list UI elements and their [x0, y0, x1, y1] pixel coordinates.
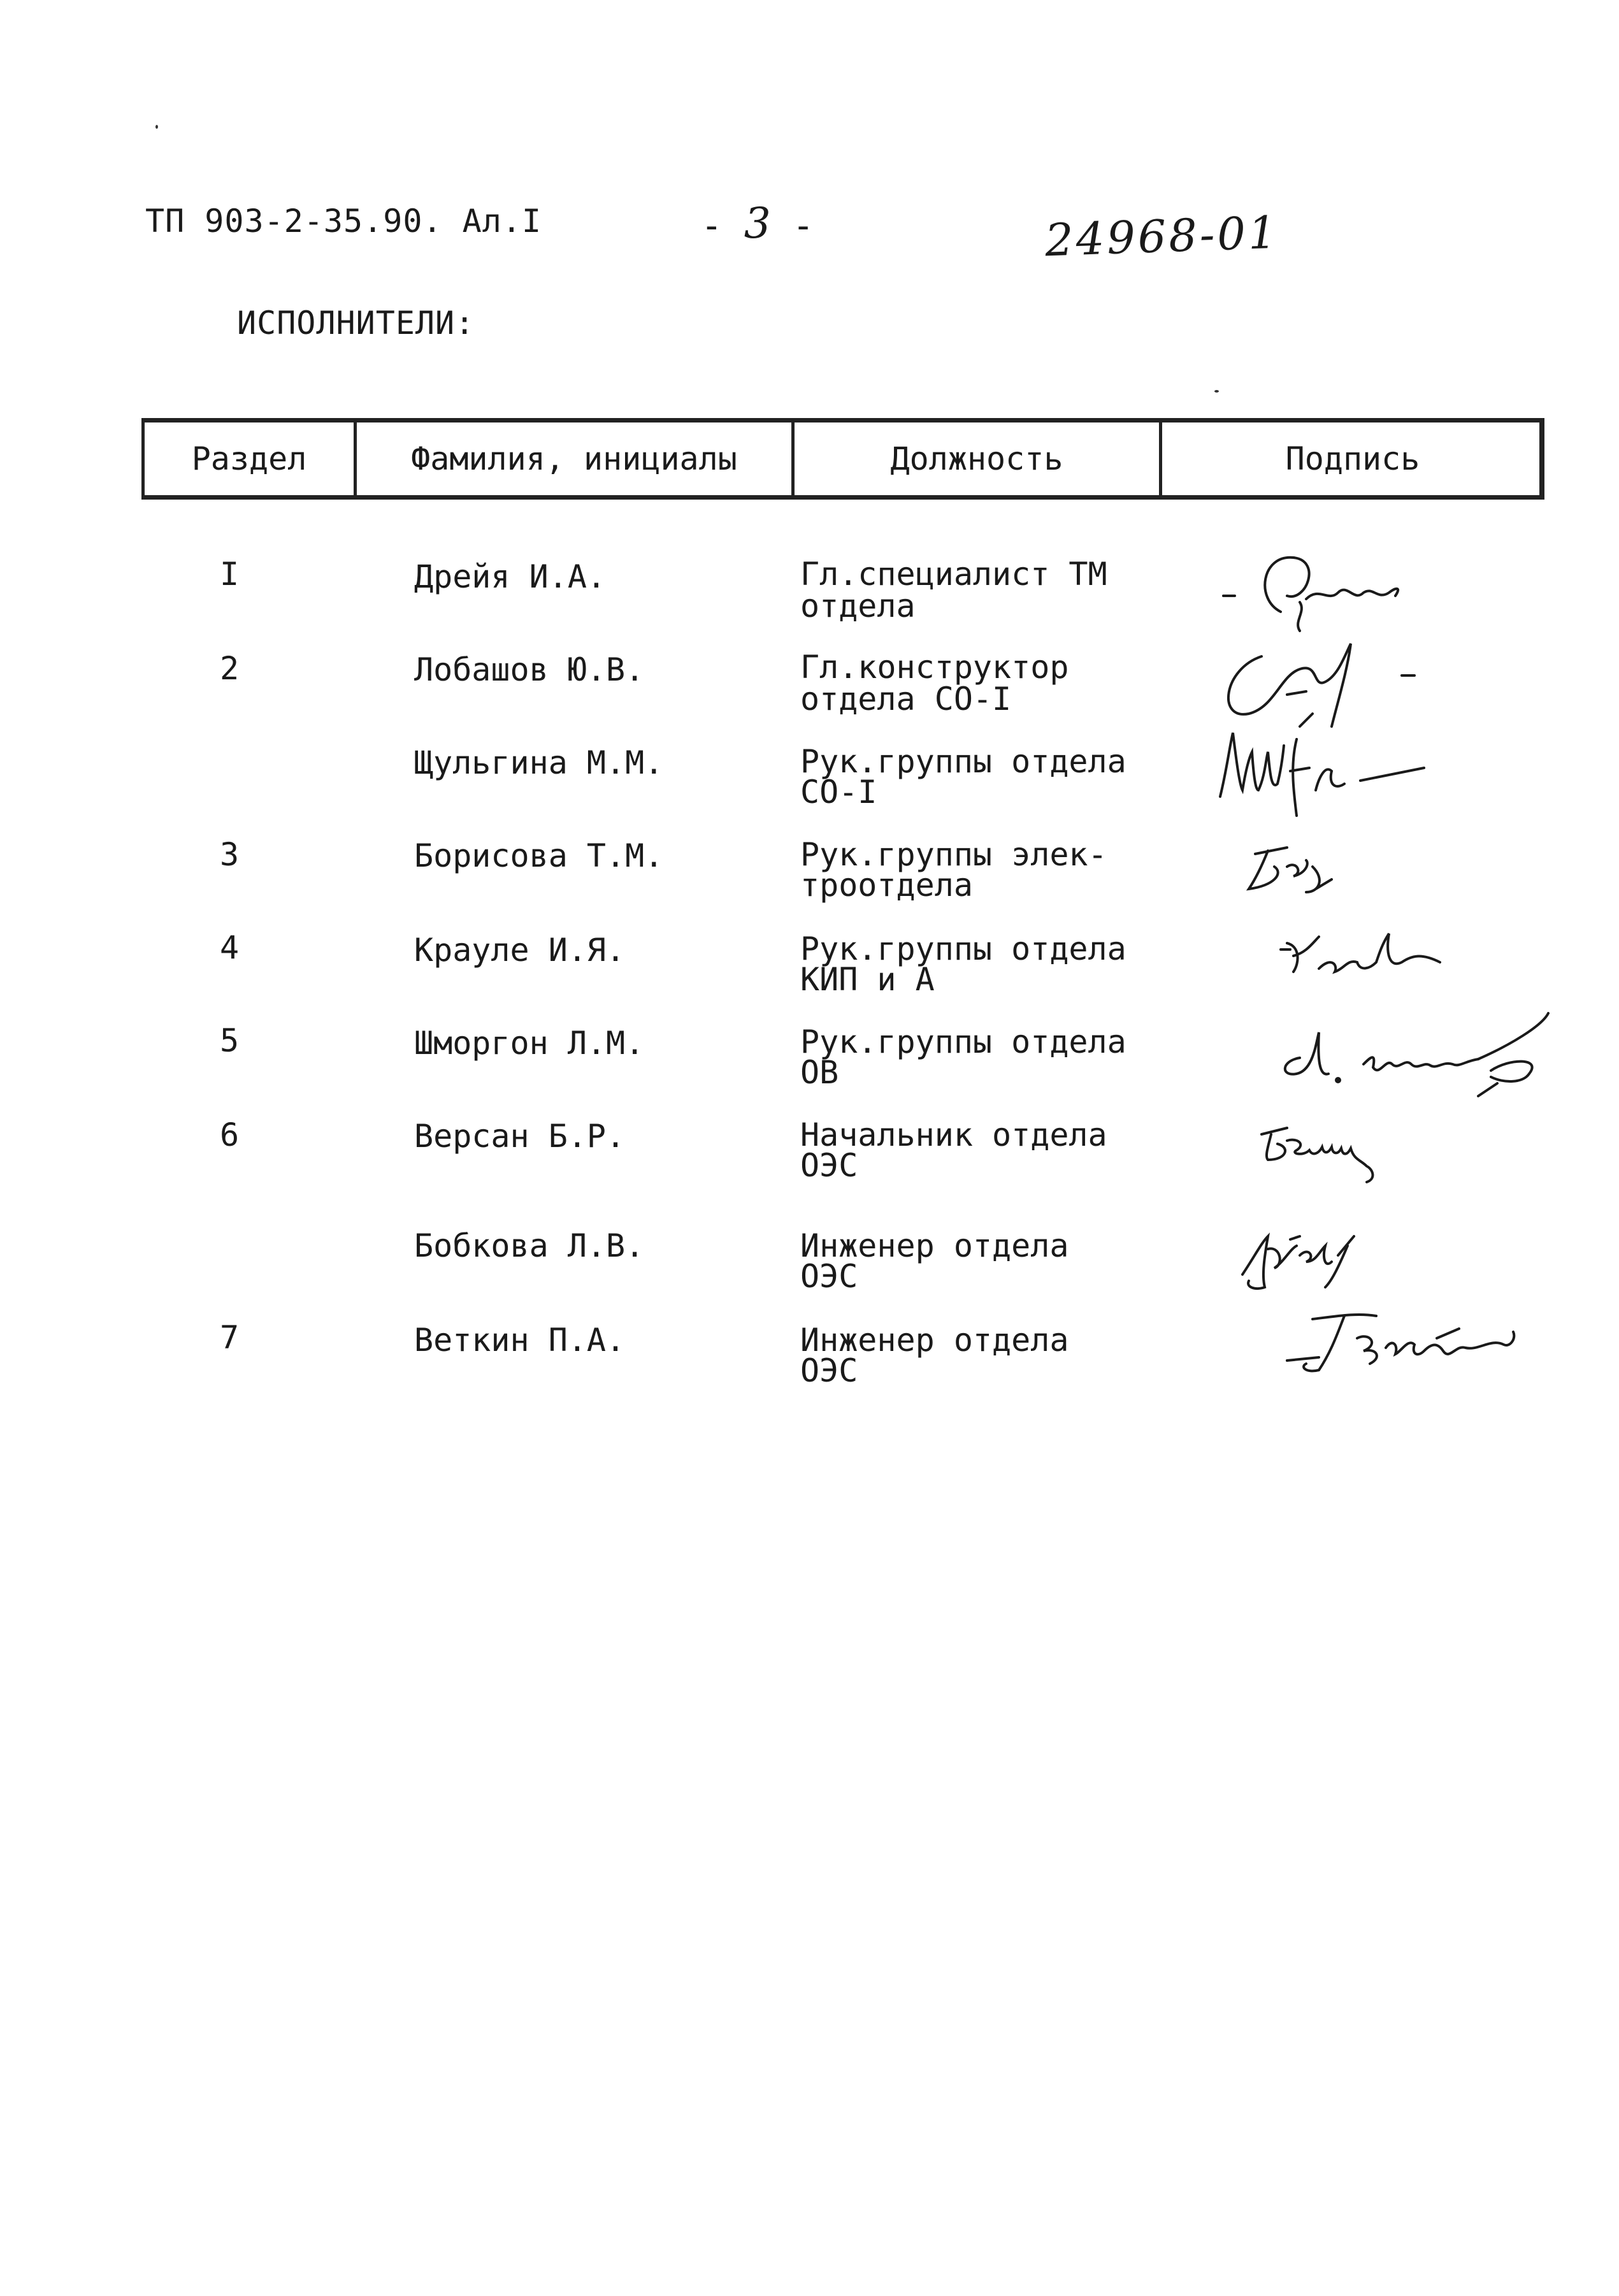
signature-image [1207, 720, 1462, 825]
column-header-signature: Подпись [1285, 440, 1420, 477]
row-position-line2: троотдела [800, 867, 973, 904]
row-section: 6 [219, 1116, 240, 1153]
signature-image [1249, 1109, 1440, 1201]
row-section: 3 [219, 836, 240, 873]
row-section: 7 [219, 1319, 240, 1356]
signature-image [1230, 1211, 1395, 1303]
scan-speck [155, 125, 158, 129]
row-position-line2: ОЭС [800, 1258, 858, 1295]
column-header-position: Должность [890, 440, 1063, 477]
signature-image [1268, 1007, 1561, 1111]
row-position-line2: КИП и А [800, 961, 935, 998]
page-suffix: - [792, 205, 814, 247]
row-position-line1: Гл.специалист ТМ [800, 556, 1107, 593]
row-name: Дрейя И.А. [414, 558, 607, 595]
row-name: Щульгина М.М. [414, 744, 664, 781]
row-position-line1: Рук.группы отдела [800, 743, 1126, 780]
page-prefix: - [701, 205, 723, 247]
row-position-line1: Инженер отдела [800, 1227, 1069, 1264]
row-section: 2 [219, 650, 240, 687]
scan-speck [1214, 390, 1219, 393]
row-position-line2: ОЭС [800, 1352, 858, 1389]
row-position-line1: Рук.группы элек- [800, 836, 1107, 873]
row-position-line2: ОЭС [800, 1147, 858, 1184]
page-number-block [701, 199, 814, 248]
section-title: ИСПОЛНИТЕЛИ: [237, 305, 475, 342]
row-name: Шморгон Л.М. [414, 1025, 645, 1062]
row-position-line1: Гл.конструктор [800, 649, 1069, 686]
page-number: 3 [744, 199, 771, 248]
row-position-line1: Рук.группы отдела [800, 930, 1126, 967]
row-name: Бобкова Л.В. [414, 1227, 645, 1264]
table-header [141, 418, 1544, 500]
row-name: Веткин П.А. [414, 1322, 626, 1359]
row-position-line2: ОВ [800, 1054, 839, 1091]
row-section: 4 [219, 929, 240, 966]
signature-image [1274, 1300, 1542, 1392]
row-name: Лобашов Ю.В. [414, 651, 645, 688]
signature-image [1274, 918, 1465, 997]
row-position-line1: Инженер отдела [800, 1322, 1069, 1359]
row-section: I [219, 556, 240, 593]
column-header-section: Раздел [191, 440, 307, 477]
document-number: 24968-01 [1044, 206, 1280, 267]
row-section: 5 [219, 1022, 240, 1059]
signature-image [1236, 828, 1364, 907]
column-header-name: Фамилия, инициалы [411, 440, 737, 477]
row-position-line1: Рук.группы отдела [800, 1023, 1126, 1060]
row-position-line2: СО-I [800, 774, 877, 811]
document-code: ТП 903-2-35.90. Ал.I [145, 203, 542, 240]
row-name: Борисова Т.М. [414, 837, 664, 874]
row-name: Версан Б.Р. [414, 1118, 626, 1155]
row-name: Крауле И.Я. [414, 932, 626, 969]
row-position-line2: отдела СО-I [800, 681, 1012, 718]
row-position-line2: отдела [800, 588, 916, 625]
row-position-line1: Начальник отдела [800, 1116, 1107, 1153]
